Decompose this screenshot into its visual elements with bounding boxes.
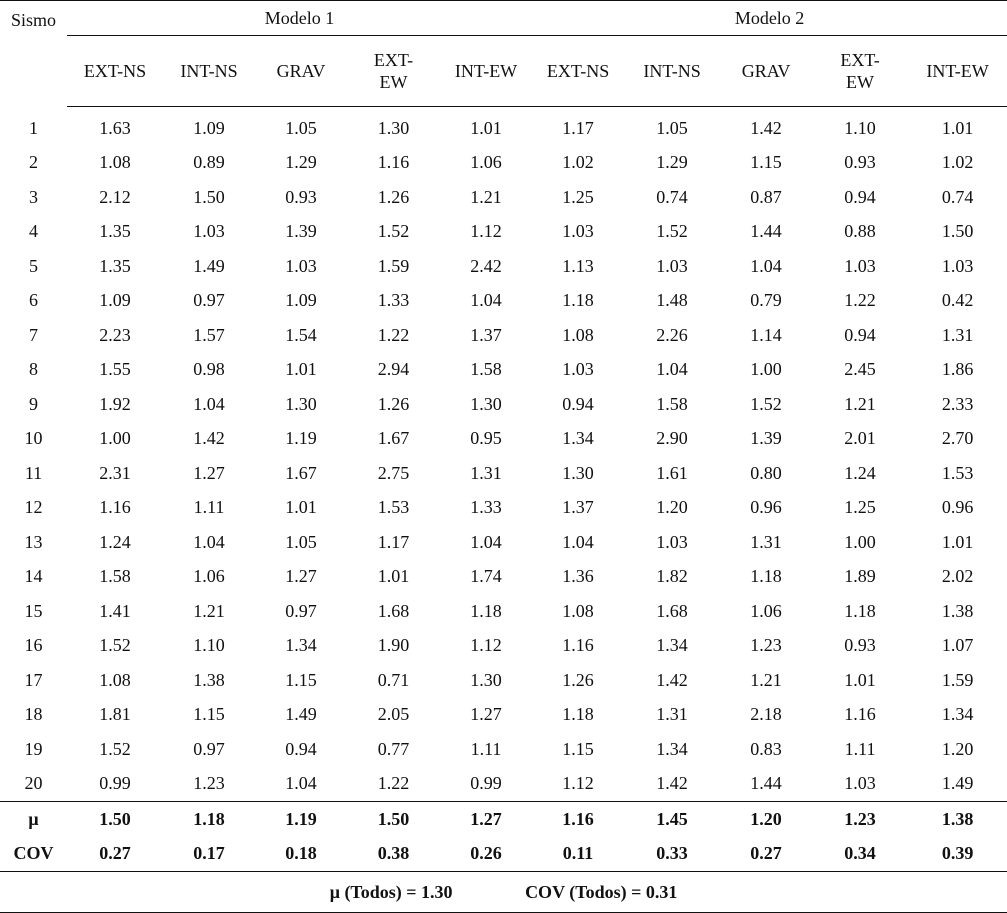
- table-cell: 2.90: [656, 428, 688, 449]
- table-row: [0, 180, 1007, 215]
- table-cell: 1.22: [844, 290, 876, 311]
- table-cell: 1.59: [941, 669, 974, 690]
- table-cell: 1.15: [193, 704, 225, 725]
- stat-cell: 0.27: [750, 843, 782, 864]
- sismo-number: 20: [24, 773, 43, 794]
- cov-row: [0, 837, 1007, 872]
- table-cell: 1.14: [750, 324, 782, 345]
- table-cell: 1.01: [941, 531, 974, 552]
- stat-cell: 1.23: [812, 802, 908, 837]
- table-cell: 1.74: [470, 566, 502, 587]
- table-cell: 1.26: [377, 393, 410, 414]
- table-cell: 0.96: [750, 497, 782, 518]
- table-cell: 1.42: [193, 428, 225, 449]
- table-cell: 1.06: [470, 152, 502, 173]
- table-cell: 1.00: [844, 531, 876, 552]
- table-cell: 1.30: [562, 462, 594, 483]
- col-ext-ew-m2: [812, 36, 908, 107]
- table-cell: 1.41: [99, 600, 131, 621]
- table-cell: 1.50: [941, 221, 974, 242]
- table-cell: 1.04: [470, 531, 502, 552]
- table-cell: 1.36: [562, 566, 594, 587]
- table-cell: 0.94: [844, 186, 876, 207]
- table-cell: 0.93: [844, 152, 876, 173]
- table-cell: 1.68: [656, 600, 688, 621]
- table-row: [0, 387, 1007, 422]
- cov-all-text: COV (Todos) = 0.31: [525, 881, 678, 902]
- table-cell: 2.31: [99, 462, 131, 483]
- table-row: [0, 146, 1007, 181]
- sismo-number: 16: [24, 635, 43, 656]
- col-ext-ew-m2-text: EXT- EW: [840, 50, 880, 92]
- table-row: [0, 456, 1007, 491]
- stat-cell: 1.18: [163, 802, 255, 837]
- table-cell: 1.37: [562, 497, 594, 518]
- table-cell: 1.08: [99, 152, 131, 173]
- table-cell: 1.33: [377, 290, 410, 311]
- table-row: [0, 491, 1007, 526]
- table-cell: 1.49: [193, 255, 225, 276]
- table-cell: 1.63: [99, 117, 131, 138]
- table-cell: 1.52: [99, 635, 131, 656]
- table-cell: 0.97: [285, 600, 317, 621]
- sismo-number: 13: [24, 531, 43, 552]
- table-cell: 1.01: [941, 117, 974, 138]
- table-row: [0, 249, 1007, 284]
- table-cell: 1.25: [844, 497, 876, 518]
- table-cell: 1.04: [193, 393, 225, 414]
- table-cell: 0.80: [750, 462, 782, 483]
- col-ext-ew-m1: [347, 36, 440, 107]
- sismo-number: 6: [29, 290, 38, 311]
- table-cell: 1.16: [562, 635, 594, 656]
- sismo-number: 12: [24, 497, 43, 518]
- table-cell: 1.04: [193, 531, 225, 552]
- table-cell: 0.71: [377, 669, 410, 690]
- table-cell: 1.16: [377, 152, 410, 173]
- col-int-ns-m2: INT-NS: [624, 36, 720, 107]
- stat-label: μ: [0, 802, 67, 837]
- table-cell: 1.52: [377, 221, 410, 242]
- table-cell: 1.03: [844, 255, 876, 276]
- table-cell: 1.03: [656, 531, 688, 552]
- table-cell: 1.68: [377, 600, 410, 621]
- table-cell: 1.59: [377, 255, 410, 276]
- table-cell: 1.12: [562, 773, 594, 794]
- table-cell: 1.52: [99, 738, 131, 759]
- table-cell: 1.19: [285, 428, 317, 449]
- table-cell: 1.39: [285, 221, 317, 242]
- table-cell: 1.23: [193, 773, 225, 794]
- table-cell: 1.34: [562, 428, 594, 449]
- table-cell: 1.16: [99, 497, 131, 518]
- table-cell: 1.21: [470, 186, 502, 207]
- stat-cell: 1.27: [440, 802, 532, 837]
- table-cell: 1.22: [377, 773, 410, 794]
- table-cell: 2.05: [377, 704, 410, 725]
- table-row: [0, 422, 1007, 457]
- table-cell: 0.98: [193, 359, 225, 380]
- table-cell: 1.34: [656, 738, 688, 759]
- table-cell: 1.31: [656, 704, 688, 725]
- table-cell: 0.95: [470, 428, 502, 449]
- stat-cell: 0.27: [99, 843, 131, 864]
- stat-cell: 1.50: [67, 802, 163, 837]
- table-cell: 2.75: [377, 462, 410, 483]
- table-cell: 1.16: [844, 704, 876, 725]
- table-cell: 1.18: [470, 600, 502, 621]
- table-cell: 1.52: [656, 221, 688, 242]
- table-cell: 1.49: [941, 773, 974, 794]
- table-row: [0, 629, 1007, 664]
- table-cell: 0.42: [941, 290, 974, 311]
- table-cell: 1.17: [377, 531, 410, 552]
- table-cell: 0.93: [285, 186, 317, 207]
- stat-cell: 1.19: [255, 802, 347, 837]
- table-cell: 1.27: [193, 462, 225, 483]
- table-cell: 0.79: [750, 290, 782, 311]
- table-cell: 0.87: [750, 186, 782, 207]
- table-cell: 1.07: [941, 635, 974, 656]
- table-cell: 1.11: [470, 738, 502, 759]
- table-cell: 1.23: [750, 635, 782, 656]
- table-cell: 0.74: [941, 186, 974, 207]
- table-cell: 1.31: [470, 462, 502, 483]
- col-ext-ns-m2: EXT-NS: [532, 36, 624, 107]
- table-cell: 1.35: [99, 221, 131, 242]
- table-cell: 0.97: [193, 738, 225, 759]
- table-cell: 1.10: [193, 635, 225, 656]
- table-cell: 1.03: [656, 255, 688, 276]
- stat-cell: 0.34: [844, 843, 876, 864]
- table-row: [0, 560, 1007, 595]
- sismo-number: 15: [24, 600, 43, 621]
- table-cell: 1.09: [285, 290, 317, 311]
- table-cell: 1.21: [844, 393, 876, 414]
- table-header: [0, 1, 1007, 107]
- table-cell: 1.49: [285, 704, 317, 725]
- table-cell: 1.90: [377, 635, 410, 656]
- col-int-ew-m1: INT-EW: [440, 36, 532, 107]
- table-cell: 0.99: [99, 773, 131, 794]
- stat-cell: 0.11: [562, 843, 594, 864]
- table-cell: 2.42: [470, 255, 502, 276]
- sismo-number: 5: [29, 255, 38, 276]
- table-cell: 1.12: [470, 635, 502, 656]
- stat-cell: 1.45: [624, 802, 720, 837]
- table-cell: 1.01: [285, 497, 317, 518]
- table-cell: 1.31: [750, 531, 782, 552]
- table-footer: [0, 872, 1007, 913]
- table-row: [0, 525, 1007, 560]
- table-cell: 0.93: [844, 635, 876, 656]
- stat-label: COV: [13, 843, 54, 864]
- table-cell: 1.04: [656, 359, 688, 380]
- table-cell: 2.18: [750, 704, 782, 725]
- modelo-1-header: Modelo 1: [67, 1, 532, 36]
- table-cell: 1.08: [562, 324, 594, 345]
- table-cell: 1.04: [285, 773, 317, 794]
- table-cell: 0.83: [750, 738, 782, 759]
- table-cell: 1.26: [562, 669, 594, 690]
- col-grav-m2: GRAV: [720, 36, 812, 107]
- table-cell: 2.02: [941, 566, 974, 587]
- table-cell: 1.01: [377, 566, 410, 587]
- sismo-number: 11: [24, 462, 43, 483]
- table-cell: 1.30: [377, 117, 410, 138]
- table-cell: 1.52: [750, 393, 782, 414]
- table-row: [0, 318, 1007, 353]
- table-cell: 1.03: [562, 221, 594, 242]
- table-cell: 0.88: [844, 221, 876, 242]
- table-cell: 1.55: [99, 359, 131, 380]
- sismo-number: 10: [24, 428, 43, 449]
- stat-cell: 1.20: [720, 802, 812, 837]
- table-cell: 1.20: [941, 738, 974, 759]
- table-cell: 2.01: [844, 428, 876, 449]
- table-cell: 1.29: [285, 152, 317, 173]
- sismo-number: 7: [29, 324, 38, 345]
- stat-cell: 1.50: [347, 802, 440, 837]
- stat-cell: 0.38: [377, 843, 410, 864]
- table-cell: 1.58: [656, 393, 688, 414]
- table-cell: 1.22: [377, 324, 410, 345]
- table-cell: 1.25: [562, 186, 594, 207]
- table-cell: 1.04: [562, 531, 594, 552]
- table-cell: 1.38: [193, 669, 225, 690]
- sismo-number: 2: [29, 152, 38, 173]
- table-row: [0, 698, 1007, 733]
- table-cell: 1.24: [99, 531, 131, 552]
- table-cell: 1.35: [99, 255, 131, 276]
- table-cell: 1.29: [656, 152, 688, 173]
- table-cell: 1.34: [285, 635, 317, 656]
- col-int-ew-m2: INT-EW: [908, 36, 1007, 107]
- table-cell: 1.17: [562, 117, 594, 138]
- modelo-2-header: Modelo 2: [532, 1, 1007, 36]
- sismo-number: 14: [24, 566, 43, 587]
- table-cell: 2.94: [377, 359, 410, 380]
- table-cell: 1.00: [99, 428, 131, 449]
- table-cell: 2.33: [941, 393, 974, 414]
- table-cell: 0.94: [844, 324, 876, 345]
- table-cell: 1.39: [750, 428, 782, 449]
- table-cell: 1.30: [285, 393, 317, 414]
- table-cell: 1.42: [656, 773, 688, 794]
- table-row: [0, 663, 1007, 698]
- table-cell: 1.18: [562, 290, 594, 311]
- column-header-row: [0, 36, 1007, 107]
- table-cell: 1.15: [285, 669, 317, 690]
- table-cell: 1.67: [377, 428, 410, 449]
- table-row: [0, 767, 1007, 802]
- table-cell: 1.00: [750, 359, 782, 380]
- table-cell: 2.70: [941, 428, 974, 449]
- table-cell: 1.11: [844, 738, 876, 759]
- table-cell: 1.02: [941, 152, 974, 173]
- table-cell: 1.12: [470, 221, 502, 242]
- mean-row: [0, 802, 1007, 837]
- table-cell: 1.10: [844, 117, 876, 138]
- sismo-number: 17: [24, 669, 43, 690]
- sismo-number: 4: [29, 221, 38, 242]
- group-header-row: [0, 1, 1007, 36]
- table-row: [0, 107, 1007, 146]
- table-cell: 1.06: [193, 566, 225, 587]
- stat-cell: 1.16: [532, 802, 624, 837]
- table-cell: 1.92: [99, 393, 131, 414]
- table-cell: 2.12: [99, 186, 131, 207]
- table-row: [0, 353, 1007, 388]
- table-cell: 1.34: [941, 704, 974, 725]
- mu-all-text: μ (Todos) = 1.30: [329, 881, 453, 902]
- table-cell: 1.37: [470, 324, 502, 345]
- table-cell: 1.13: [562, 255, 594, 276]
- table-cell: 2.45: [844, 359, 876, 380]
- table-cell: 1.21: [750, 669, 782, 690]
- table-cell: 0.99: [470, 773, 502, 794]
- sismo-number: 8: [29, 359, 38, 380]
- table-cell: 2.26: [656, 324, 688, 345]
- col-ext-ns-m1: EXT-NS: [67, 36, 163, 107]
- table-cell: 1.04: [470, 290, 502, 311]
- col-int-ns-m1: INT-NS: [163, 36, 255, 107]
- table-row: [0, 732, 1007, 767]
- table-row: [0, 215, 1007, 250]
- table-row: [0, 284, 1007, 319]
- table-cell: 2.23: [99, 324, 131, 345]
- table-cell: 0.89: [193, 152, 225, 173]
- table-cell: 1.05: [656, 117, 688, 138]
- table-cell: 1.09: [99, 290, 131, 311]
- table-cell: 1.54: [285, 324, 317, 345]
- table-cell: 1.53: [941, 462, 974, 483]
- table-cell: 1.26: [377, 186, 410, 207]
- table-cell: 1.18: [844, 600, 876, 621]
- table-cell: 1.44: [750, 221, 782, 242]
- sismo-number: 3: [29, 186, 38, 207]
- table-cell: 1.21: [193, 600, 225, 621]
- table-cell: 1.02: [562, 152, 594, 173]
- stat-cell: 0.33: [656, 843, 688, 864]
- table-cell: 1.15: [562, 738, 594, 759]
- table-cell: 1.08: [562, 600, 594, 621]
- sismo-number: 19: [24, 738, 43, 759]
- table-cell: 1.04: [750, 255, 782, 276]
- stat-cell: 1.38: [908, 802, 1007, 837]
- table-cell: 1.20: [656, 497, 688, 518]
- sismo-number: 9: [29, 393, 38, 414]
- table-cell: 1.34: [656, 635, 688, 656]
- summary-row: [0, 872, 1007, 913]
- table-cell: 0.96: [941, 497, 974, 518]
- table-cell: 1.38: [941, 600, 974, 621]
- table-cell: 1.30: [470, 393, 502, 414]
- table-cell: 1.11: [193, 497, 225, 518]
- table-cell: 1.44: [750, 773, 782, 794]
- table-cell: 1.06: [750, 600, 782, 621]
- table-cell: 1.53: [377, 497, 410, 518]
- stat-cell: 0.39: [941, 843, 974, 864]
- table-cell: 1.03: [193, 221, 225, 242]
- table-cell: 1.03: [285, 255, 317, 276]
- table-cell: 1.27: [285, 566, 317, 587]
- table-cell: 1.86: [941, 359, 974, 380]
- table-cell: 1.03: [844, 773, 876, 794]
- sismo-number: 1: [29, 117, 38, 138]
- table-body: [0, 107, 1007, 872]
- table-cell: 1.01: [844, 669, 876, 690]
- table-cell: 0.97: [193, 290, 225, 311]
- table-cell: 1.61: [656, 462, 688, 483]
- table-cell: 1.31: [941, 324, 974, 345]
- col-grav-m1: GRAV: [255, 36, 347, 107]
- stat-cell: 0.17: [193, 843, 225, 864]
- table-cell: 0.94: [562, 393, 594, 414]
- table-cell: 1.15: [750, 152, 782, 173]
- sismo-number: 18: [24, 704, 43, 725]
- table-cell: 1.01: [285, 359, 317, 380]
- table-cell: 0.94: [285, 738, 317, 759]
- table-cell: 1.24: [844, 462, 876, 483]
- table-cell: 1.30: [470, 669, 502, 690]
- sismo-column-header: Sismo: [10, 10, 57, 30]
- table-cell: 1.58: [470, 359, 502, 380]
- table-cell: 1.82: [656, 566, 688, 587]
- col-ext-ew-m1-text: EXT- EW: [373, 50, 414, 92]
- table-cell: 1.33: [470, 497, 502, 518]
- table-cell: 1.57: [193, 324, 225, 345]
- table-cell: 1.42: [750, 117, 782, 138]
- table-cell: 0.74: [656, 186, 688, 207]
- table-cell: 1.89: [844, 566, 876, 587]
- table-cell: 1.48: [656, 290, 688, 311]
- table-cell: 1.27: [470, 704, 502, 725]
- table-cell: 1.03: [562, 359, 594, 380]
- table-cell: 0.77: [377, 738, 410, 759]
- table-cell: 1.50: [193, 186, 225, 207]
- table-cell: 1.18: [562, 704, 594, 725]
- table-cell: 1.03: [941, 255, 974, 276]
- stat-cell: 0.26: [470, 843, 502, 864]
- table-cell: 1.08: [99, 669, 131, 690]
- table-cell: 1.18: [750, 566, 782, 587]
- table-cell: 1.58: [99, 566, 131, 587]
- table-cell: 1.67: [285, 462, 317, 483]
- table-cell: 1.05: [285, 117, 317, 138]
- table-cell: 1.05: [285, 531, 317, 552]
- table-cell: 1.01: [470, 117, 502, 138]
- table-row: [0, 594, 1007, 629]
- table-cell: 1.81: [99, 704, 131, 725]
- table-cell: 1.09: [193, 117, 225, 138]
- stat-cell: 0.18: [285, 843, 317, 864]
- summary-cell: [0, 872, 1007, 913]
- table-cell: 1.42: [656, 669, 688, 690]
